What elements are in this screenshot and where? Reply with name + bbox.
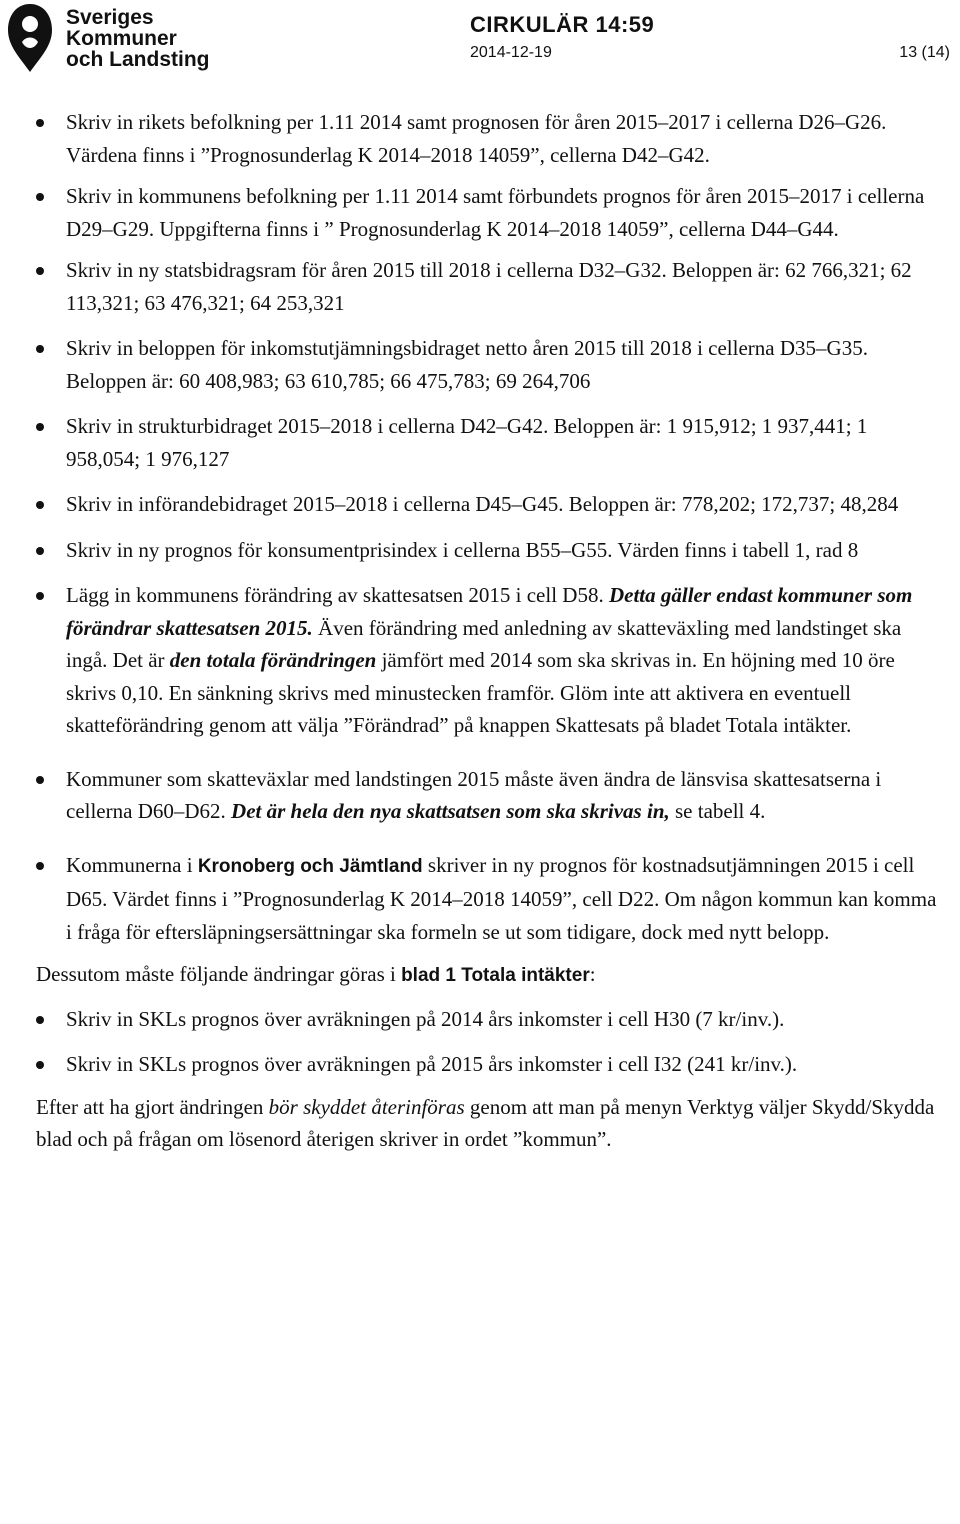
list-item	[36, 180, 942, 245]
instruction-list	[36, 106, 942, 948]
list-item-tax-change	[36, 579, 942, 742]
list-item-text: Skriv in ny statsbidragsram för åren 2015 till 2018 i cellerna D32–G32. Beloppen är: 62 766,321; 62 113,321; 63 476,321; 64 253,321	[66, 258, 912, 315]
kron-text-2: skriver in ny prognos för kostnadsutjämningen 2015 i cell D65. Värdet finns i ”Prognosunderlag K 2014–2018 14059”, cell D22. Om någon kommun kan komma i fråga för eftersläpningsersättningar ska formeln se ut som tidigare, dock med nytt belopp.	[66, 852, 937, 944]
kron-emphasis: Kronoberg och Jämtland	[197, 855, 423, 877]
bullet-icon	[36, 1061, 44, 1069]
list-item	[36, 106, 942, 171]
tax-text-1: Lägg in kommunens förändring av skattesatsen 2015 i cell D58.	[66, 583, 609, 607]
page-number: 13 (14)	[899, 44, 950, 61]
para1-emphasis: blad 1 Totala intäkter	[401, 965, 590, 986]
tax-emphasis-1: Detta gäller endast kommuner som förändrar skattesatsen 2015.	[66, 583, 913, 640]
bullet-icon	[36, 592, 44, 600]
para2-text-1: Efter att ha gjort ändringen	[36, 1094, 269, 1119]
list-item	[36, 410, 942, 475]
list-item	[36, 1003, 942, 1036]
list-item-text: Skriv in strukturbidraget 2015–2018 i cellerna D42–G42. Beloppen är: 1 915,912; 1 937,441; 1 958,054; 1 976,127	[66, 414, 868, 471]
logo-line-1: Sveriges	[66, 6, 154, 29]
swap-text-2: se tabell 4.	[669, 799, 766, 823]
list-item-text: Skriv in ny prognos för konsumentprisindex i cellerna B55–G55. Värden finns i tabell 1, rad 8	[66, 537, 859, 562]
bullet-icon	[36, 1016, 44, 1024]
swap-text-1: Kommuner som skatteväxlar med landstingen 2015 måste även ändra de länsvisa skattesatserna i cellerna D60–D62.	[66, 766, 882, 823]
paragraph-protection	[36, 1091, 942, 1156]
list-item-text: Skriv in införandebidraget 2015–2018 i cellerna D45–G45. Beloppen är: 778,202; 172,737; 48,284	[66, 492, 899, 516]
list-item-text: Skriv in kommunens befolkning per 1.11 2014 samt förbundets prognos för åren 2015–2017 i cellerna D29–G29. Uppgifterna finns i ” Prognosunderlag K 2014–2018 14059”, cellerna D44–G44.	[66, 184, 925, 241]
list-item	[36, 1048, 942, 1081]
skl-logo-icon	[4, 2, 56, 74]
bullet-icon	[36, 345, 44, 353]
kron-text-1: Kommunerna i	[66, 852, 198, 877]
bullet-icon	[36, 547, 44, 555]
list-item-text: Skriv in beloppen för inkomstutjämningsbidraget netto åren 2015 till 2018 i cellerna D35–G35. Beloppen är: 60 408,983; 63 610,785; 66 475,783; 69 264,706	[66, 336, 868, 393]
bullet-icon	[36, 423, 44, 431]
logo-wordmark	[66, 7, 210, 70]
swap-emphasis: Det är hela den nya skattsatsen som ska skrivas in,	[231, 799, 670, 823]
page-header	[0, 0, 960, 90]
para2-text-2: genom att man på menyn Verktyg väljer Skydd/Skydda blad och på frågan om lösenord återigen skriver in ordet ”kommun”.	[36, 1094, 935, 1151]
tax-emphasis-2: den totala förändringen	[169, 648, 377, 672]
bullet-icon	[36, 862, 44, 870]
list-item	[36, 534, 942, 567]
para2-emphasis: bör skyddet återinföras	[268, 1094, 465, 1119]
bullet-icon	[36, 501, 44, 509]
list-item-tax-swap	[36, 763, 942, 828]
list-item-text: Skriv in rikets befolkning per 1.11 2014 samt prognosen för åren 2015–2017 i cellerna D26–G26. Värdena finns i ”Prognosunderlag K 2014–2018 14059”, cellerna D42–G42.	[66, 110, 887, 167]
logo-line-3: och Landsting	[66, 48, 210, 71]
tax-text-2: Även förändring med anledning av skatteväxling med landstinget ska ingå. Det är	[66, 615, 902, 672]
document-body	[36, 106, 942, 1166]
logo-line-2: Kommuner	[66, 27, 177, 50]
list-item	[36, 488, 942, 521]
para1-text-1: Dessutom måste följande ändringar göras i	[36, 962, 402, 986]
bullet-icon	[36, 193, 44, 201]
document-date: 2014-12-19	[470, 44, 552, 61]
para1-text-2: :	[589, 962, 596, 986]
bullet-icon	[36, 119, 44, 127]
document-type: CIRKULÄR 14:59	[470, 12, 655, 37]
bullet-icon	[36, 267, 44, 275]
instruction-list-2	[36, 1003, 942, 1081]
list-item-text: Skriv in SKLs prognos över avräkningen på 2014 års inkomster i cell H30 (7 kr/inv.).	[66, 1006, 785, 1031]
list-item-text: Skriv in SKLs prognos över avräkningen på 2015 års inkomster i cell I32 (241 kr/inv.).	[66, 1052, 798, 1076]
list-item	[36, 332, 942, 397]
paragraph-additional-changes	[36, 958, 942, 993]
list-item-kronoberg	[36, 849, 942, 949]
bullet-icon	[36, 776, 44, 784]
tax-text-3: jämfört med 2014 som ska skrivas in. En höjning med 10 öre skrivs 0,10. En sänkning skrivs med minustecken framför. Glöm inte att aktivera en eventuell skatteförändring genom att välja ”Förändrad” på knappen Skattesats på bladet Totala intäkter.	[66, 648, 895, 737]
list-item	[36, 254, 942, 319]
